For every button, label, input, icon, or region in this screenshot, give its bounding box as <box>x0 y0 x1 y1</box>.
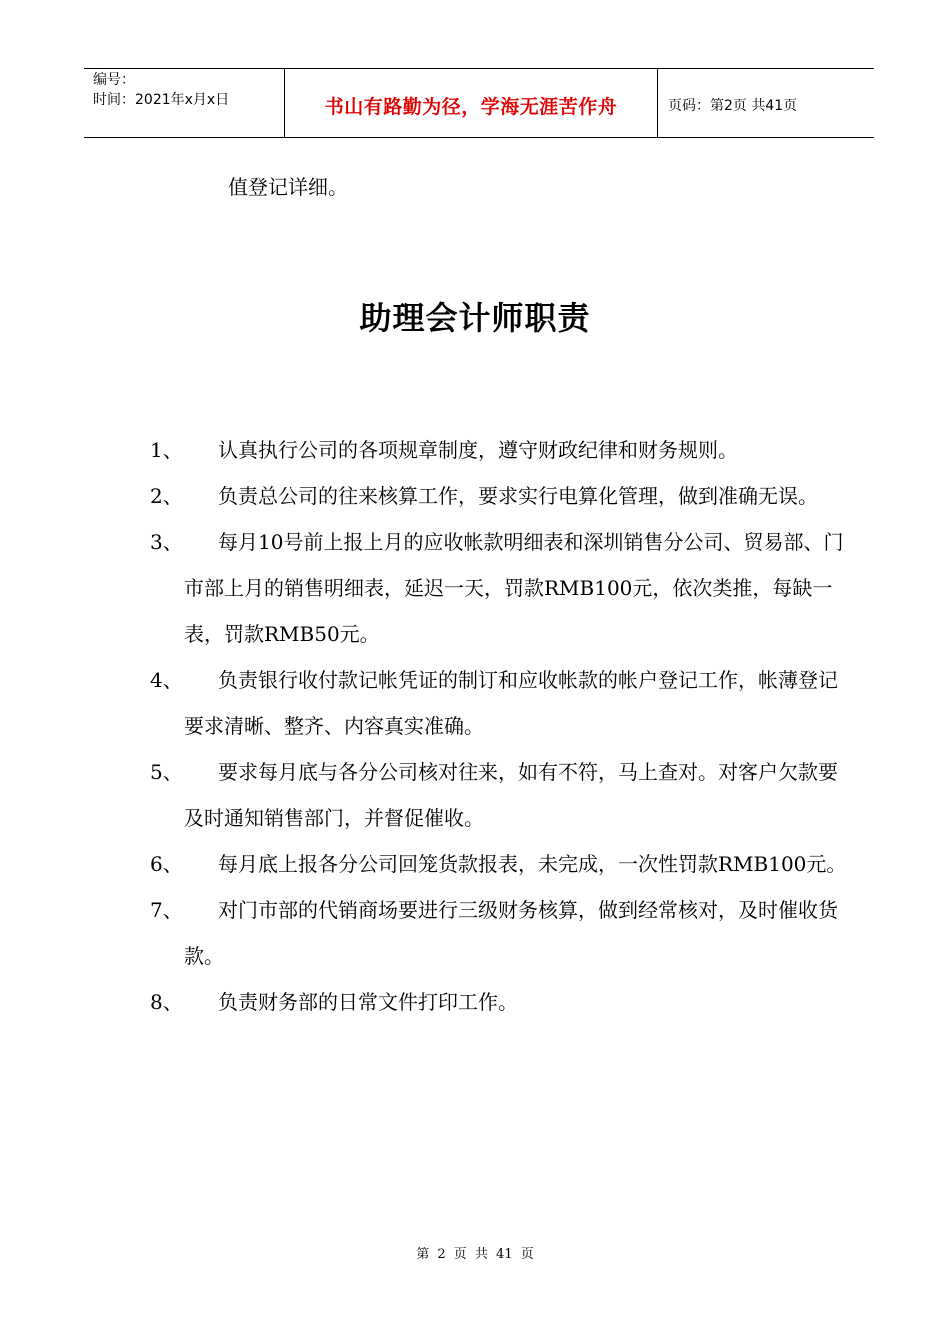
page-title: 助理会计师职责 <box>359 299 591 337</box>
duty-list <box>150 427 850 1025</box>
header-motto-cell <box>285 69 658 137</box>
page-footer: 第 2 页 共 41 页 <box>416 1247 534 1262</box>
list-item-text: 对门市部的代销商场要进行三级财务核算，做到经常核对，及时催收货款。 <box>184 898 838 968</box>
continuation-text: 值登记详细。 <box>228 175 348 199</box>
list-item-number: 4、 <box>150 668 183 692</box>
list-item-number: 6、 <box>150 852 183 876</box>
list-item-number: 1、 <box>150 438 183 462</box>
list-item-text: 认真执行公司的各项规章制度，遵守财政纪律和财务规则。 <box>218 438 738 462</box>
header-page-info: 页码：第2页 共41页 <box>668 98 798 114</box>
list-item-text: 负责银行收付款记帐凭证的制订和应收帐款的帐户登记工作，帐薄登记要求清晰、整齐、内容真实准确。 <box>184 668 838 738</box>
list-item-text: 每月底上报各分公司回笼货款报表，未完成，一次性罚款RMB100元。 <box>218 852 847 876</box>
header-motto: 书山有路勤为径，学海无涯苦作舟 <box>324 95 618 118</box>
list-item <box>150 427 850 473</box>
list-item-number: 2、 <box>150 484 183 508</box>
list-item <box>150 473 850 519</box>
list-item-text: 每月10号前上报上月的应收帐款明细表和深圳销售分公司、贸易部、门市部上月的销售明细表，延迟一天，罚款RMB100元，依次类推，每缺一表，罚款RMB50元。 <box>184 530 844 646</box>
list-item-text: 负责总公司的往来核算工作，要求实行电算化管理，做到准确无误。 <box>218 484 818 508</box>
list-item-number: 3、 <box>150 530 183 554</box>
list-item <box>150 887 850 979</box>
list-item-number: 7、 <box>150 898 183 922</box>
list-item-text: 要求每月底与各分公司核对往来，如有不符，马上查对。对客户欠款要及时通知销售部门，并督促催收。 <box>184 760 838 830</box>
header-meta-cell <box>84 69 285 137</box>
list-item-number: 5、 <box>150 760 183 784</box>
list-item <box>150 519 850 657</box>
document-date-label: 时间：2021年x月x日 <box>93 92 230 108</box>
list-item <box>150 749 850 841</box>
document-number-label: 编号： <box>93 72 135 88</box>
list-item <box>150 841 850 887</box>
page-header <box>84 68 874 138</box>
list-item-number: 8、 <box>150 990 183 1014</box>
list-item <box>150 657 850 749</box>
list-item-text: 负责财务部的日常文件打印工作。 <box>218 990 518 1014</box>
header-page-cell <box>658 69 874 137</box>
list-item <box>150 979 850 1025</box>
